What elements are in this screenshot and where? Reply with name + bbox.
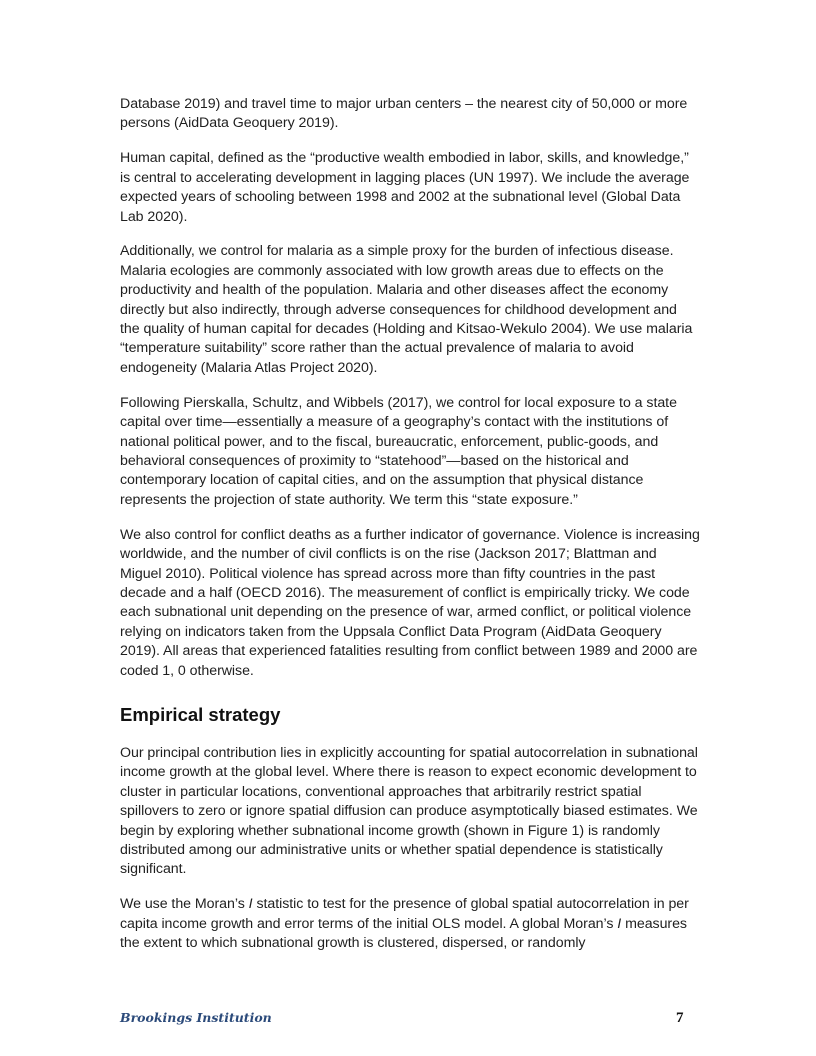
paragraph-conflict: We also control for conflict deaths as a further indicator of governance. Violence is increasing worldwide, and the number of civil conflicts is on the rise (Jackson 2017; Blattman and Miguel 2010). Political violence has spread across more than fifty countries in the past decade and a half (OECD 2016). The measurement of conflict is empirically tricky. We code each subnational unit depending on the presence of war, armed conflict, or political violence relying on indicators taken from the Uppsala Conflict Data Program (AidData Geoquery 2019). All areas that experienced fatalities resulting from conflict between 1989 and 2000 are coded 1, 0 otherwise. <box>120 526 700 679</box>
morans-i-italic-2: I <box>617 915 622 932</box>
paragraph-human-capital: Human capital, defined as the “productive wealth embodied in labor, skills, and knowledge,” is central to accelerating development in lagging places (UN 1997). We include the average expected years of schooling between 1998 and 2002 at the subnational level (Global Data Lab 2020). <box>120 150 690 225</box>
paragraph-malaria: Additionally, we control for malaria as a simple proxy for the burden of infectious disease. Malaria ecologies are commonly associated with low growth areas due to effects on the productivity and health of the population. Malaria and other diseases affect the economy directly but also indirectly, through adverse consequences for childhood development and the quality of human capital for decades (Holding and Kitsao-Wekulo 2004). We use malaria “temperature suitability” score rather than the actual prevalence of malaria to avoid endogeneity (Malaria Atlas Project 2020). <box>120 243 693 376</box>
footer-publisher: Brookings Institution <box>120 1010 272 1025</box>
morans-text-3: measures the extent to which subnational growth is clustered, dispersed, or randomly <box>120 915 687 952</box>
main-content <box>120 95 700 969</box>
paragraph-morans-i <box>120 895 700 953</box>
morans-i-italic-1: I <box>248 896 253 913</box>
morans-text-2: statistic to test for the presence of global spatial autocorrelation in per capita income growth and error terms of the initial OLS model. A global Moran’s <box>120 896 689 932</box>
footer-page-number: 7 <box>676 1010 684 1026</box>
morans-text-1: We use the Moran’s <box>120 896 249 913</box>
paragraph-state-exposure: Following Pierskalla, Schultz, and Wibbels (2017), we control for local exposure to a state capital over time—essentially a measure of a geography’s contact with the institutions of national political power, and to the fiscal, bureaucratic, enforcement, public-goods, and behavioral consequences of proximity to “statehood”—based on the historical and contemporary location of capital cities, and on the assumption that physical distance represents the projection of state authority. We term this “state exposure.” <box>120 394 677 508</box>
paragraph-travel-time: Database 2019) and travel time to major urban centers – the nearest city of 50,000 or more persons (AidData Geoquery 2019). <box>120 96 688 132</box>
paragraph-principal-contribution: Our principal contribution lies in explicitly accounting for spatial autocorrelation in subnational income growth at the global level. Where there is reason to expect economic development to cluster in particular locations, conventional approaches that arbitrarily restrict spatial spillovers to zero or ignore spatial diffusion can produce asymptotically biased estimates. We begin by exploring whether subnational income growth (shown in Figure 1) is randomly distributed among our administrative units or whether spatial dependence is statistically significant. <box>120 744 698 878</box>
section-heading-empirical-strategy: Empirical strategy <box>120 703 281 725</box>
